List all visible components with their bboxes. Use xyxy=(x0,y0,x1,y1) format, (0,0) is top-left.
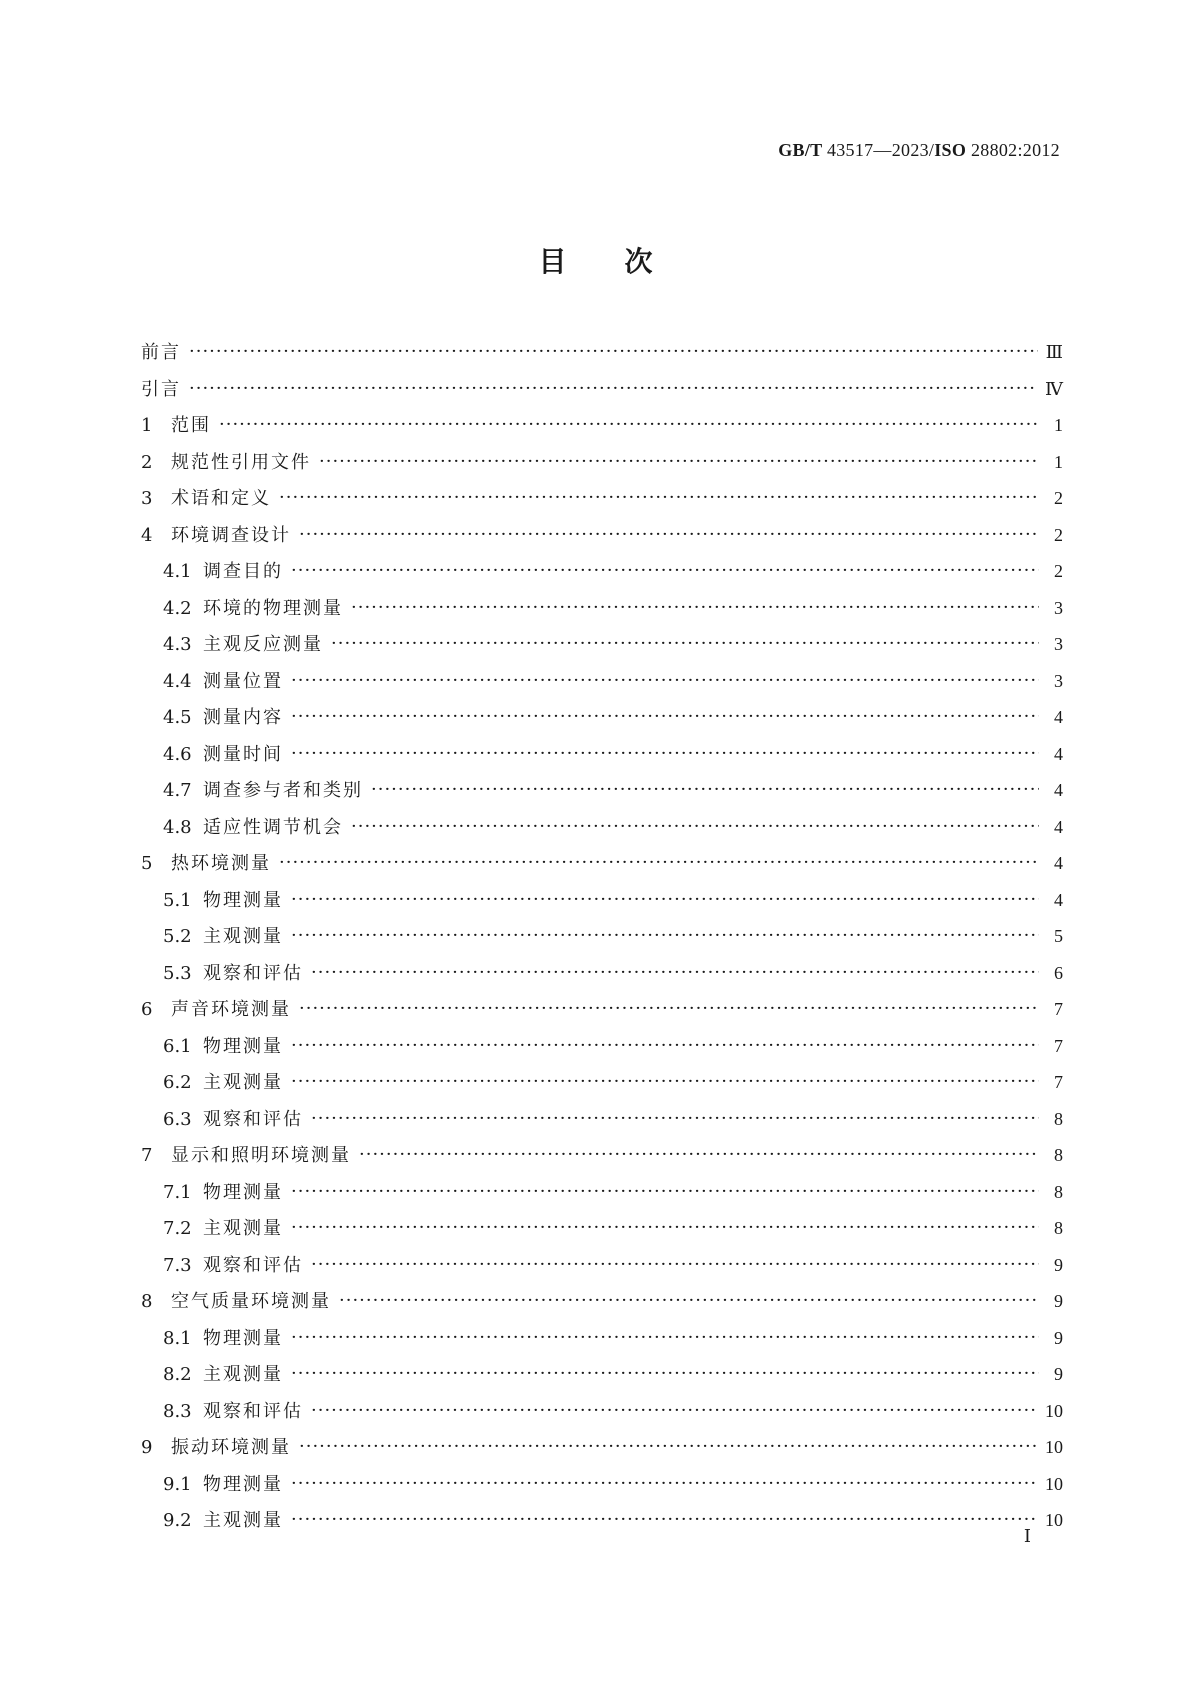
toc-entry[interactable] xyxy=(141,1287,1063,1324)
toc-entry-label: 物理测量 xyxy=(203,889,283,911)
toc-entry-page: 7 xyxy=(1054,1072,1063,1092)
toc-entry[interactable] xyxy=(141,1433,1063,1470)
toc-entry-page: 1 xyxy=(1054,415,1063,435)
toc-leader-dots xyxy=(299,1442,1037,1460)
toc-entry[interactable] xyxy=(141,1506,1063,1543)
toc-entry-page: 10 xyxy=(1045,1473,1063,1494)
toc-leader-dots xyxy=(219,420,1039,438)
toc-entry-number: 4.6 xyxy=(163,743,192,765)
toc-leader-dots xyxy=(311,1406,1037,1424)
toc-entry-label: 观察和评估 xyxy=(203,1400,303,1422)
toc-entry-label: 环境调查设计 xyxy=(171,524,291,546)
toc-entry-number: 4.1 xyxy=(163,561,192,582)
toc-entry-label: 适应性调节机会 xyxy=(203,816,343,838)
toc-entry[interactable] xyxy=(141,375,1063,412)
toc-entry-page: Ⅳ xyxy=(1045,378,1063,399)
toc-entry-page: Ⅲ xyxy=(1045,342,1063,362)
toc-entry-page: 2 xyxy=(1054,524,1063,545)
toc-entry[interactable] xyxy=(141,1397,1063,1434)
toc-entry-label: 观察和评估 xyxy=(203,1254,303,1276)
toc-leader-dots xyxy=(299,1004,1039,1022)
toc-entry-page: 3 xyxy=(1054,597,1063,618)
toc-entry-number: 5 xyxy=(141,853,153,874)
toc-leader-dots xyxy=(291,566,1039,584)
toc-entry-label: 声音环境测量 xyxy=(171,999,291,1020)
toc-entry-number: 4 xyxy=(141,524,153,546)
toc-entry-page: 2 xyxy=(1054,488,1063,508)
toc-entry-page: 2 xyxy=(1054,561,1063,581)
toc-entry-number: 7.3 xyxy=(163,1254,192,1276)
toc-entry-label: 物理测量 xyxy=(203,1473,283,1495)
toc-entry[interactable] xyxy=(141,484,1063,521)
toc-entry-number: 8.1 xyxy=(163,1327,192,1349)
toc-leader-dots xyxy=(279,858,1039,876)
toc-entry-page: 8 xyxy=(1054,1145,1063,1165)
toc-entry-label: 范围 xyxy=(171,415,211,436)
toc-entry-page: 4 xyxy=(1054,853,1063,873)
toc-entry-number: 8.3 xyxy=(163,1400,192,1422)
toc-entry-number: 6.1 xyxy=(163,1035,192,1057)
toc-entry-label: 主观反应测量 xyxy=(203,634,323,655)
toc-entry-label: 空气质量环境测量 xyxy=(171,1291,331,1312)
iso-prefix: ISO xyxy=(934,140,967,160)
toc-entry-label: 物理测量 xyxy=(203,1035,283,1057)
toc-entry-number: 8 xyxy=(141,1291,153,1312)
toc-leader-dots xyxy=(291,931,1039,949)
toc-entry-page: 10 xyxy=(1045,1510,1063,1530)
toc-leader-dots xyxy=(351,603,1039,621)
toc-entry-number: 3 xyxy=(141,488,153,509)
toc-entry[interactable] xyxy=(141,521,1063,558)
toc-leader-dots xyxy=(311,968,1039,986)
toc-entry[interactable] xyxy=(141,849,1063,886)
toc-entry-page: 6 xyxy=(1054,962,1063,983)
toc-entry-page: 7 xyxy=(1054,1035,1063,1056)
toc-entry-page: 10 xyxy=(1045,1437,1063,1457)
toc-leader-dots xyxy=(291,895,1039,913)
toc-entry[interactable] xyxy=(141,776,1063,813)
table-of-contents xyxy=(141,338,1063,1543)
toc-entry[interactable] xyxy=(141,959,1063,996)
toc-leader-dots xyxy=(279,493,1039,511)
toc-entry-label: 调查参与者和类别 xyxy=(203,780,363,801)
toc-entry[interactable] xyxy=(141,448,1063,485)
toc-leader-dots xyxy=(319,457,1039,475)
toc-entry-number: 6.3 xyxy=(163,1108,192,1130)
toc-entry-label: 物理测量 xyxy=(203,1181,283,1203)
toc-leader-dots xyxy=(311,1114,1039,1132)
toc-entry-number: 4.8 xyxy=(163,816,192,838)
toc-entry-label: 规范性引用文件 xyxy=(171,451,311,473)
toc-entry[interactable] xyxy=(141,557,1063,594)
toc-entry-page: 4 xyxy=(1054,780,1063,800)
toc-leader-dots xyxy=(339,1296,1039,1314)
toc-entry-number: 2 xyxy=(141,451,153,473)
toc-leader-dots xyxy=(291,1041,1039,1059)
toc-entry[interactable] xyxy=(141,740,1063,777)
toc-entry-label: 测量内容 xyxy=(203,707,283,728)
toc-entry-label: 显示和照明环境测量 xyxy=(171,1145,351,1166)
toc-entry[interactable] xyxy=(141,1324,1063,1361)
toc-leader-dots xyxy=(331,639,1039,657)
toc-entry[interactable] xyxy=(141,703,1063,740)
toc-leader-dots xyxy=(291,1515,1037,1533)
toc-entry-page: 4 xyxy=(1054,816,1063,837)
toc-entry-number: 8.2 xyxy=(163,1364,192,1385)
toc-entry-number: 7 xyxy=(141,1145,153,1166)
toc-leader-dots xyxy=(189,384,1037,402)
toc-entry[interactable] xyxy=(141,1141,1063,1178)
toc-leader-dots xyxy=(359,1150,1039,1168)
toc-leader-dots xyxy=(291,676,1039,694)
toc-entry-number: 1 xyxy=(141,415,153,436)
toc-leader-dots xyxy=(291,1077,1039,1095)
document-header xyxy=(778,140,1060,161)
toc-entry-label: 前言 xyxy=(141,342,181,363)
toc-leader-dots xyxy=(371,785,1039,803)
toc-leader-dots xyxy=(291,1223,1039,1241)
toc-entry[interactable] xyxy=(141,813,1063,850)
toc-entry[interactable] xyxy=(141,1068,1063,1105)
toc-entry-label: 观察和评估 xyxy=(203,1108,303,1130)
toc-entry-label: 热环境测量 xyxy=(171,853,271,874)
toc-entry-label: 观察和评估 xyxy=(203,962,303,984)
toc-entry-number: 9.2 xyxy=(163,1510,192,1531)
toc-entry[interactable] xyxy=(141,630,1063,667)
toc-entry-number: 9.1 xyxy=(163,1473,192,1495)
toc-entry-label: 环境的物理测量 xyxy=(203,597,343,619)
toc-entry-number: 7.1 xyxy=(163,1181,192,1203)
toc-leader-dots xyxy=(291,1187,1039,1205)
toc-entry-label: 物理测量 xyxy=(203,1327,283,1349)
toc-entry-label: 主观测量 xyxy=(203,1072,283,1093)
toc-entry-label: 主观测量 xyxy=(203,1364,283,1385)
toc-entry-number: 6 xyxy=(141,999,153,1020)
toc-entry-number: 4.5 xyxy=(163,707,192,728)
toc-leader-dots xyxy=(291,1333,1039,1351)
page-number: Ⅰ xyxy=(1023,1526,1031,1546)
toc-entry[interactable] xyxy=(141,1251,1063,1288)
toc-entry-label: 主观测量 xyxy=(203,1510,283,1531)
page-title: 目次 xyxy=(538,245,711,278)
toc-entry-page: 9 xyxy=(1054,1291,1063,1311)
toc-entry[interactable] xyxy=(141,1214,1063,1251)
toc-entry-page: 8 xyxy=(1054,1218,1063,1238)
toc-entry-page: 9 xyxy=(1054,1327,1063,1348)
toc-entry-page: 8 xyxy=(1054,1181,1063,1202)
toc-leader-dots xyxy=(291,1479,1037,1497)
toc-entry-label: 主观测量 xyxy=(203,926,283,947)
toc-entry-page: 3 xyxy=(1054,634,1063,654)
toc-entry-page: 1 xyxy=(1054,451,1063,472)
toc-leader-dots xyxy=(299,530,1039,548)
toc-entry[interactable] xyxy=(141,1470,1063,1507)
toc-leader-dots xyxy=(291,1369,1039,1387)
toc-entry-number: 5.3 xyxy=(163,962,192,984)
toc-entry-number: 6.2 xyxy=(163,1072,192,1093)
toc-entry-page: 7 xyxy=(1054,999,1063,1019)
toc-entry-label: 测量时间 xyxy=(203,743,283,765)
toc-leader-dots xyxy=(189,347,1038,365)
toc-entry-number: 5.2 xyxy=(163,926,192,947)
toc-entry-label: 调查目的 xyxy=(203,561,283,582)
toc-entry-number: 4.2 xyxy=(163,597,192,619)
toc-leader-dots xyxy=(291,749,1039,767)
toc-entry-label: 引言 xyxy=(141,378,181,400)
toc-entry-page: 4 xyxy=(1054,707,1063,727)
toc-entry[interactable] xyxy=(141,338,1063,375)
toc-entry-number: 4.7 xyxy=(163,780,192,801)
toc-entry[interactable] xyxy=(141,995,1063,1032)
toc-entry-number: 4.4 xyxy=(163,670,192,692)
toc-entry-label: 振动环境测量 xyxy=(171,1437,291,1458)
toc-entry[interactable] xyxy=(141,667,1063,704)
iso-code: 28802:2012 xyxy=(970,140,1060,160)
toc-entry[interactable] xyxy=(141,922,1063,959)
toc-entry-page: 8 xyxy=(1054,1108,1063,1129)
toc-entry[interactable] xyxy=(141,1360,1063,1397)
toc-entry-number: 5.1 xyxy=(163,889,192,911)
toc-entry-label: 主观测量 xyxy=(203,1218,283,1239)
std-code: 43517—2023/ xyxy=(826,140,935,160)
toc-entry[interactable] xyxy=(141,411,1063,448)
toc-entry[interactable] xyxy=(141,1032,1063,1069)
toc-entry[interactable] xyxy=(141,594,1063,631)
std-prefix: GB/T xyxy=(778,140,823,160)
toc-entry-page: 10 xyxy=(1045,1400,1063,1421)
toc-entry-page: 4 xyxy=(1054,889,1063,910)
toc-entry-label: 术语和定义 xyxy=(171,488,271,509)
toc-entry-page: 9 xyxy=(1054,1364,1063,1384)
toc-leader-dots xyxy=(311,1260,1039,1278)
toc-leader-dots xyxy=(291,712,1039,730)
toc-entry[interactable] xyxy=(141,1105,1063,1142)
toc-entry-page: 5 xyxy=(1054,926,1063,946)
toc-entry-number: 7.2 xyxy=(163,1218,192,1239)
toc-entry-number: 4.3 xyxy=(163,634,192,655)
toc-leader-dots xyxy=(351,822,1039,840)
toc-entry-label: 测量位置 xyxy=(203,670,283,692)
toc-entry[interactable] xyxy=(141,886,1063,923)
toc-entry-page: 9 xyxy=(1054,1254,1063,1275)
toc-entry[interactable] xyxy=(141,1178,1063,1215)
toc-entry-page: 3 xyxy=(1054,670,1063,691)
toc-entry-number: 9 xyxy=(141,1437,153,1458)
toc-entry-page: 4 xyxy=(1054,743,1063,764)
